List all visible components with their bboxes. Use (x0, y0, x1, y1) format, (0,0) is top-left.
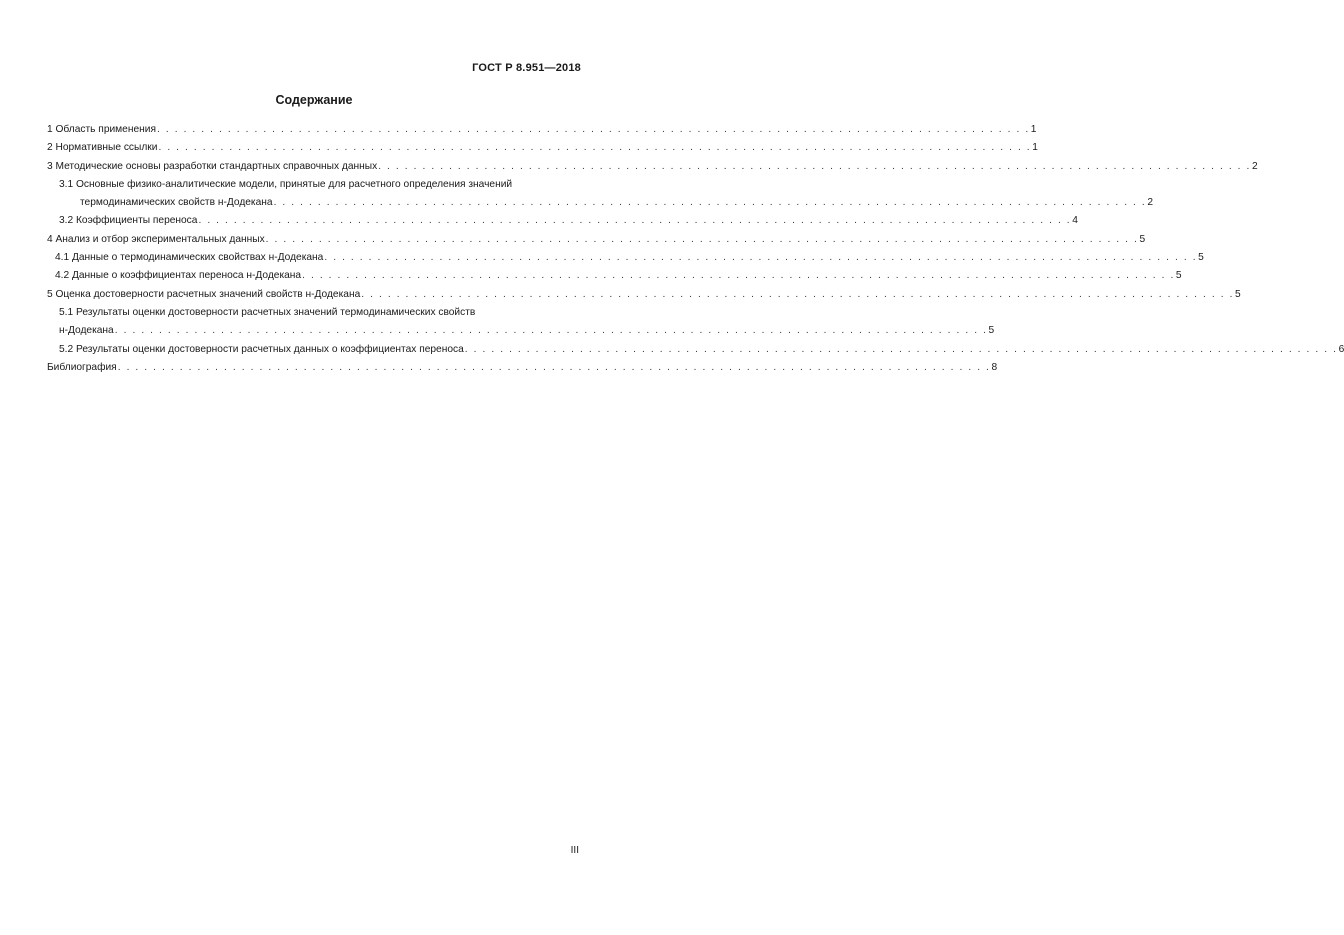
toc-entry-label: Библиография (47, 361, 117, 373)
toc-entry-label: н-Додекана (59, 325, 114, 337)
toc-leader-dots: . . . . . . . . . . . . . . . . . . . . . . . . . . . . . . . . . . . . . . . . . . . . . . . . . . . . . . . . . . . . . . . . . . . . . . . . . . . . . . . . . . . . . . . . . . . . . . . . . . . (114, 325, 988, 337)
page-number: III (570, 845, 579, 856)
toc-leader-dots: . . . . . . . . . . . . . . . . . . . . . . . . . . . . . . . . . . . . . . . . . . . . . . . . . . . . . . . . . . . . . . . . . . . . . . . . . . . . . . . . . . . . . . . . . . . . . . . . . . . (265, 233, 1139, 245)
toc-entry-page: 2 (1251, 160, 1258, 172)
toc-entry-page: 6 (1338, 343, 1344, 355)
toc-leader-dots: . . . . . . . . . . . . . . . . . . . . . . . . . . . . . . . . . . . . . . . . . . . . . . . . . . . . . . . . . . . . . . . . . . . . . . . . . . . . . . . . . . . . . . . . . . . . . . . . . . . (464, 343, 1338, 355)
toc-entry-page: 4 (1072, 215, 1078, 227)
toc-entry-page: 1 (1032, 142, 1038, 154)
toc-entry-5-1-line1[interactable]: 5.1 Результаты оценки достоверности расчетных значений термодинамических свойств (59, 306, 476, 318)
toc-entry-page: 2 (1147, 197, 1154, 209)
toc-leader-dots: . . . . . . . . . . . . . . . . . . . . . . . . . . . . . . . . . . . . . . . . . . . . . . . . . . . . . . . . . . . . . . . . . . . . . . . . . . . . . . . . . . . . . . . . . . . . . . . . . . . (156, 124, 1030, 135)
toc-leader-dots: . . . . . . . . . . . . . . . . . . . . . . . . . . . . . . . . . . . . . . . . . . . . . . . . . . . . . . . . . . . . . . . . . . . . . . . . . . . . . . . . . . . . . . . . . . . . . . . . . . . (158, 142, 1032, 154)
toc-entry-label: 2 Нормативные ссылки (47, 142, 158, 154)
toc-entry-page: 5 (1175, 270, 1182, 282)
toc-entry-3-1-line1[interactable]: 3.1 Основные физико-аналитические модели, принятые для расчетного определения значений (59, 178, 513, 190)
toc-leader-dots: . . . . . . . . . . . . . . . . . . . . . . . . . . . . . . . . . . . . . . . . . . . . . . . . . . . . . . . . . . . . . . . . . . . . . . . . . . . . . . . . . . . . . . . . . . . . . . . . . . . (273, 197, 1147, 209)
toc-entry-4-2[interactable] (47, 267, 1182, 285)
toc-entry-page: 1 (1030, 124, 1037, 135)
toc-entry-page: 5 (1235, 288, 1241, 300)
toc-leader-dots: . . . . . . . . . . . . . . . . . . . . . . . . . . . . . . . . . . . . . . . . . . . . . . . . . . . . . . . . . . . . . . . . . . . . . . . . . . . . . . . . . . . . . . . . . . . . . . . . . . . (302, 270, 1175, 282)
toc-entry-1[interactable] (47, 121, 1037, 139)
toc-entry-3[interactable] (47, 158, 1258, 176)
toc-entry-label: 1 Область применения (47, 124, 156, 135)
toc-leader-dots: . . . . . . . . . . . . . . . . . . . . . . . . . . . . . . . . . . . . . . . . . . . . . . . . . . . . . . . . . . . . . . . . . . . . . . . . . . . . . . . . . . . . . . . . . . . . . . . . . . . (361, 288, 1235, 300)
toc-leader-dots: . . . . . . . . . . . . . . . . . . . . . . . . . . . . . . . . . . . . . . . . . . . . . . . . . . . . . . . . . . . . . . . . . . . . . . . . . . . . . . . . . . . . . . . . . . . . . . . . . . . (324, 252, 1198, 264)
toc-entry-4[interactable] (47, 231, 1146, 249)
toc-entry-label: 3 Методические основы разработки стандартных справочных данных (47, 160, 378, 172)
toc-entry-label: 4 Анализ и отбор экспериментальных данных (47, 233, 265, 245)
table-of-contents (47, 121, 1344, 377)
toc-entry-bibliography[interactable] (47, 359, 998, 377)
toc-entry-5-2[interactable] (47, 341, 1344, 359)
toc-entry-label: 5 Оценка достоверности расчетных значений свойств н-Додекана (47, 288, 361, 300)
toc-entry-3-2[interactable] (47, 212, 1078, 230)
toc-entry-5[interactable] (47, 286, 1241, 304)
toc-leader-dots: . . . . . . . . . . . . . . . . . . . . . . . . . . . . . . . . . . . . . . . . . . . . . . . . . . . . . . . . . . . . . . . . . . . . . . . . . . . . . . . . . . . . . . . . . . . . . . . . . . . (378, 160, 1251, 172)
toc-entry-page: 8 (991, 361, 998, 373)
toc-entry-4-1[interactable] (47, 249, 1204, 267)
toc-entry-page: 5 (988, 325, 995, 337)
toc-entry-label: 5.2 Результаты оценки достоверности расчетных данных о коэффициентах переноса (59, 343, 464, 355)
toc-leader-dots: . . . . . . . . . . . . . . . . . . . . . . . . . . . . . . . . . . . . . . . . . . . . . . . . . . . . . . . . . . . . . . . . . . . . . . . . . . . . . . . . . . . . . . . . . . . . . . . . . . . (117, 361, 991, 373)
toc-entry-3-1[interactable] (47, 194, 1154, 212)
toc-entry-page: 5 (1198, 252, 1204, 264)
toc-entry-label: 4.1 Данные о термодинамических свойствах н-Додекана (55, 252, 324, 264)
toc-title: Содержание (275, 93, 353, 107)
toc-entry-label: 4.2 Данные о коэффициентах переноса н-Додекана (55, 270, 302, 282)
document-code: ГОСТ Р 8.951—2018 (472, 62, 581, 74)
toc-entry-2[interactable] (47, 139, 1038, 157)
toc-entry-5-1[interactable] (47, 322, 995, 340)
toc-entry-page: 5 (1139, 233, 1146, 245)
toc-leader-dots: . . . . . . . . . . . . . . . . . . . . . . . . . . . . . . . . . . . . . . . . . . . . . . . . . . . . . . . . . . . . . . . . . . . . . . . . . . . . . . . . . . . . . . . . . . . . . . . . . . . (198, 215, 1072, 227)
toc-entry-label: 3.2 Коэффициенты переноса (59, 215, 198, 227)
toc-entry-label: термодинамических свойств н-Додекана (80, 197, 273, 209)
